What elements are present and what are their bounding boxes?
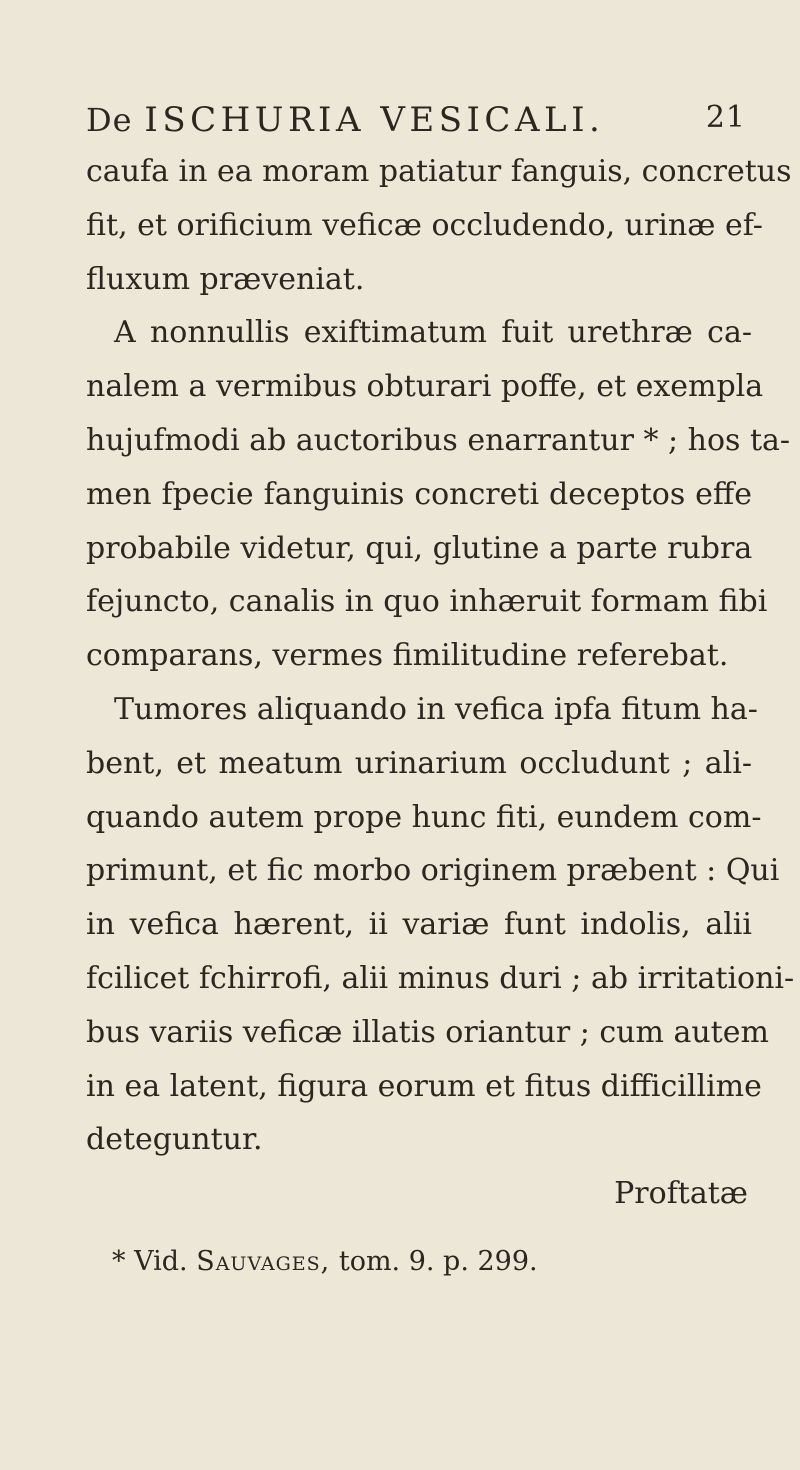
header-title-line	[86, 100, 604, 140]
text-line: deteguntur.	[86, 1122, 263, 1158]
text-line: comparans, vermes fimilitudine referebat.	[86, 638, 729, 674]
text-line: caufa in ea moram patiatur fanguis, concretus	[86, 154, 792, 189]
text-line: fluxum præveniat.	[86, 261, 365, 297]
text-line: bent, et meatum urinarium occludunt ; ali-	[86, 745, 752, 781]
text-line: bus variis veficæ illatis oriantur ; cum autem	[86, 1014, 769, 1050]
header-title: ISCHURIA VESICALI.	[144, 100, 605, 140]
footnote-reference: tom. 9. p. 299.	[338, 1246, 538, 1277]
footnote	[112, 1246, 538, 1277]
text-line: fit, et orificium veficæ occludendo, urinæ ef-	[86, 207, 763, 243]
text-line: in ea latent, figura eorum et fitus difficillime	[86, 1068, 762, 1104]
text-line: hujufmodi ab auctoribus enarrantur * ; hos ta-	[86, 422, 791, 458]
footnote-marker: *	[112, 1246, 126, 1277]
text-line: primunt, et fic morbo originem præbent : Qui	[86, 853, 780, 889]
text-line: fcilicet fchirrofi, alii minus duri ; ab irritationi-	[86, 960, 795, 996]
text-line: fejuncto, canalis in quo inhæruit formam fibi	[86, 584, 768, 620]
footnote-prefix: Vid.	[134, 1246, 188, 1277]
text-line: nalem a vermibus obturari poffe, et exempla	[86, 369, 764, 405]
header-prefix: De	[86, 101, 133, 139]
text-line: Tumores aliquando in vefica ipfa fitum ha-	[114, 691, 758, 727]
text-line: in vefica hærent, ii variæ funt indolis, alii	[86, 907, 752, 943]
footnote-author: Sauvages,	[196, 1246, 331, 1277]
text-line: A nonnullis exiftimatum fuit urethræ ca-	[114, 315, 752, 351]
text-line: men fpecie fanguinis concreti deceptos effe	[86, 476, 752, 512]
text-line: quando autem prope hunc fiti, eundem com-	[86, 799, 762, 835]
running-header	[86, 100, 746, 140]
catchword: Proftatæ	[614, 1176, 748, 1212]
text-line: probabile videtur, qui, glutine a parte rubra	[86, 530, 753, 566]
body-text	[86, 145, 795, 1221]
page-number: 21	[705, 100, 746, 135]
